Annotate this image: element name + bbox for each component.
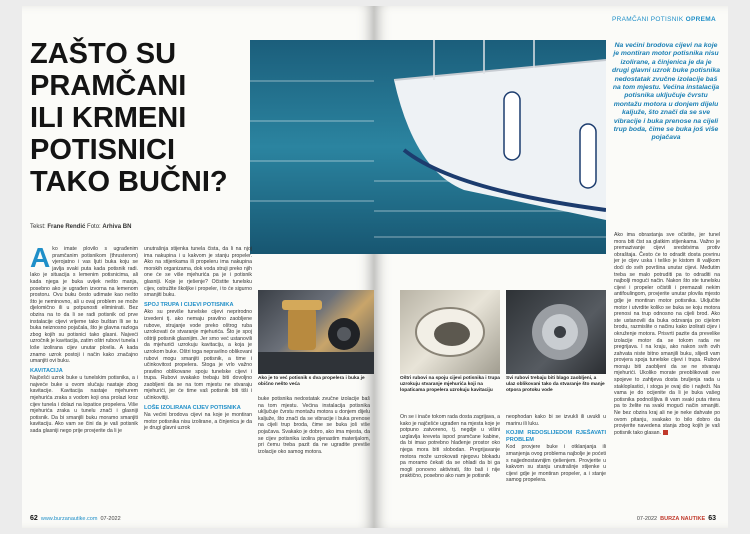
intro-paragraph: ko imate plovilo s ugrađenim pramčanim potisnikom (thrusterom) vjerojatno i vas ljuti buka koju se javlja svaki puta kada potisnik radi. Iako je situacija s lemenim potisnicima, ali kada njega je buka uvijek nešto manja, posebno ako je ugrađen izvorna na lemenom prostoru. Ovu buku često udimate kao nešto što je neminovno, ali u ovaj problem se može djelomično ili u potpunosti eliminirati. Bez obzira na to da li se radi potisnik od prve instalacije cijevi vrijeme tako buštan lli se tu buka neiznosno pojačala, što je glavna razloga zbog kojih su potisnici tako glasni. Najveći uzročnik je kavitacija, zatim oštri rubovi tunela i loše izolirana cijev unutar plovila. A kada znamo uzrok postoji i način kako značajno umanjiti ovi buku. bbox=[30, 246, 138, 365]
left-footer bbox=[30, 515, 121, 522]
subhead-izolacija: LOŠE IZOLIRANA CIJEV POTISNIKA bbox=[144, 404, 241, 411]
body-paragraph: On se i inače tokom rada dosta zagrijava, a kako je najčešće ugrađen na mjesta koje je potpuno zatvoreno, tj. negdje u višini uzglavlja kreveta ispod pramčane kabine, da bi imao potrebno hlađenje prostor oko njega mora biti slobodan. Pregrijavanje motora može uzrokovati njegovu blokadu pa moramo čekati da se ohladi da bi ga mogli ponovno aktivirati, što baš i nije praktično, posebno ako nam je potisnik bbox=[400, 414, 500, 480]
page-number: 62 bbox=[30, 515, 38, 522]
credits-author: Frane Rendić bbox=[47, 224, 86, 230]
title-line: ILI KRMENI bbox=[30, 102, 187, 134]
body-text: Ako ima obrastanja sve očistite, jer tunel mora biti čist sa glatkim stijenkama. Važno je premazivanje cijevi sredstvima protiv obraštaja. Često će to odradit dosta povrinu jer je cijev uska i teško je kistom ili valjkom doći do svih površina unutar cijevi. Međutim treba se malo potruditi pa to odraditi na najbolji mogući način. Nakon što ste tunelsku cijevi i propeler očistili i premazali nekim antifoulingom, provjerite unutar plovila mjesto gdje je montiran motor potisnika. Uključite motor i utvrdite koliko se buka se koju motora prenosi na trup odnosno na cijeli brod. Ako ste ustanovili da buka odzvanja po cijelom brodu, razmislite o načinu kako izolirati cijev i okruženje motora. Prisvrti pazite da prevelike izolacije motor da se tokom rada ne pregrijava. I na kraju, ako nakon svih ovih zahvata niste bitno smanjili buku, slijedi vam provjera spoja tunelske cijevi i trupa. Rubovi moraju biti zaobljeni da se ne stvaraju mjehurići. Ukoliko morate preoblikovati ove spojeve to zahtjeva dosta bruljenja rada u stakloplastici, i stoga je ovaj dio i najteži. Na vama je do ocijenite da li je buka vašeg potisnika podnošljiva ili vam svaki puta ritera pa to želite na svaki mogući način smanjiti. Ne bez obzira kraj ali ne je neke dahvate po ovom pitanju, svakako to bilo dobro da provjerite navedena stanja zbog kojih je vaš potisnik tako glasan. bbox=[614, 232, 720, 436]
photo-caption: Ako je to već potisnik s dva propelera i buka je obično nešto veća bbox=[258, 376, 365, 387]
right-page bbox=[374, 6, 728, 528]
subhead-redoslijed: KOJIM REDOSLIJEDOM RJEŠAVATI PROBLEM bbox=[506, 430, 606, 443]
footer-brand: BURZA NAUTIKE bbox=[660, 516, 706, 522]
left-page bbox=[22, 6, 374, 528]
boat-hull-photo bbox=[250, 40, 374, 254]
right-column-b bbox=[506, 414, 606, 484]
article-title bbox=[30, 38, 260, 198]
left-column-3 bbox=[258, 396, 370, 455]
credits-text-label: Tekst: bbox=[30, 224, 46, 230]
section-label bbox=[612, 16, 716, 23]
photo-caption: Svi rubovi trebaju biti blago zaobljeni, a ulaz oblikovani tako da stvaranje što manje otpora protoku vode bbox=[506, 376, 605, 393]
left-column-2 bbox=[144, 246, 252, 432]
section-label-sub: OPREMA bbox=[685, 16, 716, 23]
article-credits bbox=[30, 224, 131, 230]
page-number: 63 bbox=[708, 515, 716, 522]
left-column-1 bbox=[30, 242, 138, 435]
footer-date: 07-2022 bbox=[100, 516, 121, 522]
lead-pullquote: Na većini brodova cijevi na koje je montiran motor potisnika nisu izolirane, a činjenica je da je drugi glavni uzrok buke potisnika nedostatak zvučne izolacije baš na tom mjestu. Većina instalacija potisnika uključuje čvrstu montažu motora u donjem dijelu kaljuže, što znači da se sve vibracije i buka prenose na cijeli trup boda, čime se buka još više pojačava bbox=[612, 42, 721, 142]
right-footer bbox=[637, 515, 716, 522]
photo-caption: Oštri rubovi na spoju cijevi potisnika i trupa uzrokuju stvaranje mjehurića koji na lopaticama propelera uzrokuju kavitaciju bbox=[400, 376, 500, 393]
body-paragraph: Kod provjere buke i otklanjanja ili smanjenja ovog problema najbolje je poćeti s najjednostavnijim rješenjem. Provjerite u kakvom su stanju unutrašnje stijenke u cijevi gdje je montiran propeler, a i stanje samog propelera. bbox=[506, 444, 606, 484]
subhead-kavitacija: KAVITACIJA bbox=[30, 367, 63, 374]
body-paragraph: Ako su previše tunelske cijevi neprirodno izvedeni tj. ako nemaju pravilno zaobljene rubove, strujanje vode preko oštrog ruba uzrokovati će stvaranje mjehurića. Što je spoj oštriji potisnik glasnijim. Jer smo već ustanovili da mjehurići uzrokuju kavitaciju, a koja je uzrokom buke. Oštri toga nepravilno oblikovani rubovi mogu smanjiti potisnik, a time i učinkovitost propelera. Stoga je vrlo važno pravilno oblikovane spoju tunelske cijevi i trupa. Rubovi svakako trebaju biti dovoljno zaobljeni da se na tom mjestu ne stvaraju mjehurići, jer će time vaš potisnik biti tiši i učinkovitiji. bbox=[144, 309, 252, 402]
title-line: TAKO BUČNI? bbox=[30, 166, 228, 198]
body-paragraph: neophodan kako bi se izvukli ili uvukli u marinu ili luku. bbox=[506, 414, 606, 427]
title-line: ZAŠTO SU bbox=[30, 38, 177, 70]
thruster-motor-photo bbox=[258, 290, 374, 374]
boat-hull-photo bbox=[374, 40, 606, 254]
section-label-main: PRAMČANI POTISNIK bbox=[611, 16, 684, 23]
rounded-tunnel-illustration bbox=[506, 290, 606, 374]
right-column-a bbox=[400, 414, 500, 480]
title-line: PRAMČANI bbox=[30, 70, 187, 102]
body-paragraph: unutrašnja stijenka tunela čista, da li na njoj ima nakupina i u kakvom je stanju propeler. Ako na stijenkama ili propeleru ima nakupina morskih organizama, dok voda struji preko njih one će se više mjehurića pa je i potisnik glasniji. Koje je rješenje? Očistite tunelsku cijev, ostružite školjke i propeler, i to će sigurno smanjiti buku. bbox=[144, 246, 252, 299]
body-paragraph: Na većini brodova cijevi na koje je montiran motor potisnika nisu izolirane, a činjenica je da je drugi glavni uzrok bbox=[144, 412, 252, 432]
right-column-c bbox=[614, 232, 720, 436]
credits-photo-label: Foto: bbox=[87, 224, 101, 230]
title-line: POTISNICI bbox=[30, 134, 176, 166]
tunnel-edge-photo bbox=[400, 290, 500, 374]
footer-date: 07-2022 bbox=[636, 516, 658, 522]
rounded-tunnel-photo bbox=[506, 290, 606, 374]
tunnel-edge-illustration bbox=[400, 290, 500, 374]
body-paragraph: Najčešći uzrok buke u tunelskim potisnika, a i najveće buke u ovom slučaju nastaje zbog kavitacije. Kavitacija nastaje mjehurem mjehurića zraka s vodom koji ona prolazi kroz cijev tunela i dolazi na lopatice propelera. Više mjehurića zraka u tunelu znači i glasniji potisnik. Da bi smanjili buku moramo smanjiti kavitaciju. Ako vam se čini da je vaš potisnik sada glasniji nego prije provjerite da li je bbox=[30, 375, 138, 435]
footer-site: www.burzanautike.com bbox=[40, 516, 98, 522]
drop-cap: A bbox=[30, 242, 51, 273]
end-mark-icon bbox=[663, 430, 668, 435]
body-paragraph bbox=[614, 232, 720, 436]
thruster-illustration bbox=[258, 290, 374, 374]
subhead-spoj-trupa: SPOJ TRUPA I CIJEVI POTISNIKA bbox=[144, 301, 234, 308]
credits-photo: Arhiva BN bbox=[102, 224, 132, 230]
boat-hull-illustration bbox=[374, 40, 606, 254]
body-paragraph: buke potisnika nedostatak zvučne izolacije baš na tom mjestu. Većina instalacija potisnika uključuje čvrstu montažu motora u donjem dijelu kaljuže, što znači da se vibracije i buka prenose na cijeli trup broda, čime se buka još više pojačava. Svakako je dobro, ako ima mjesta, da se cijev potisnika izolira pjenastim materijalom, pri čemu treba pazit da ne ugradite previše izolacije oko samog motora. bbox=[258, 396, 370, 455]
